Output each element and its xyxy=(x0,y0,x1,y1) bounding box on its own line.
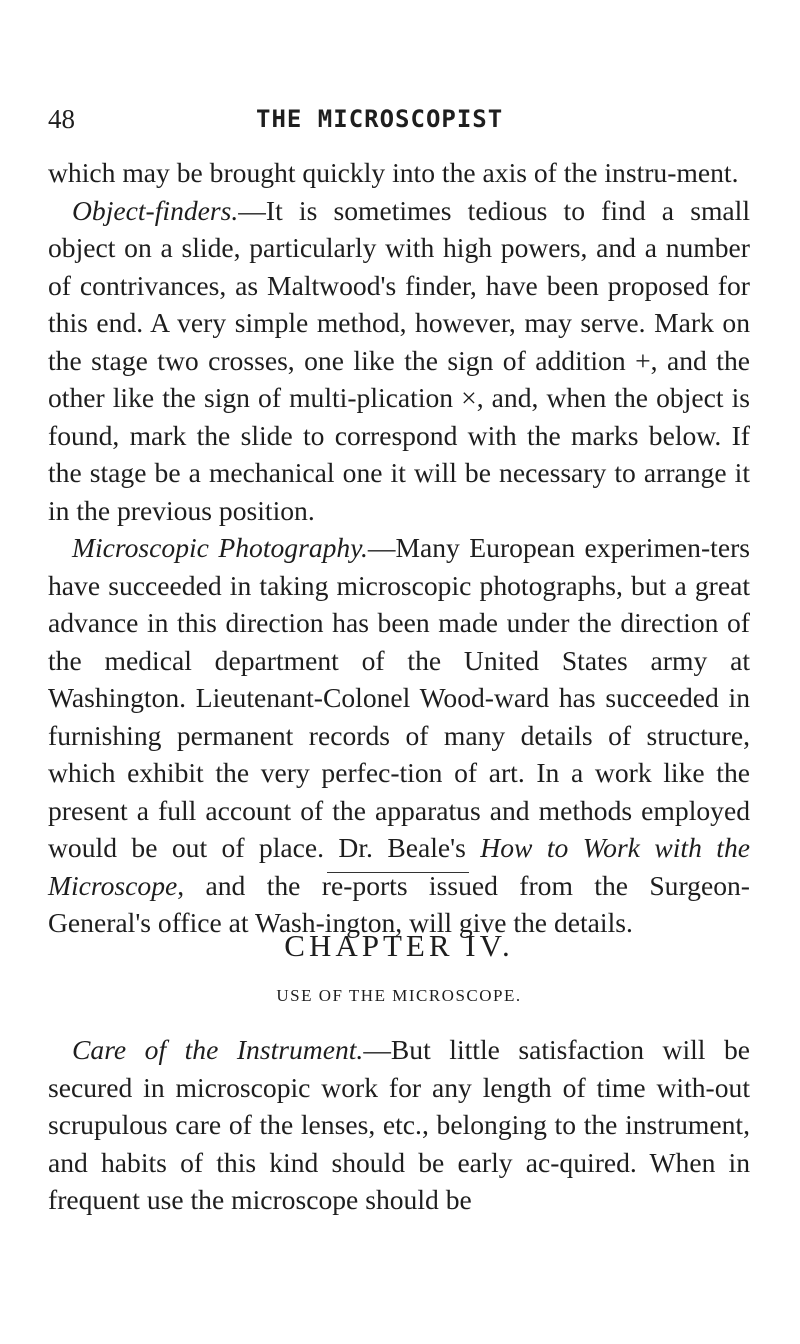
paragraph-text: —But little satisfaction will be secured in microscopic work for any length of time with-out scrupulous care of the lenses, etc., belonging to the instrument, and habits of this kind should be early ac-quired. When in frequent use the microscope should be xyxy=(48,1034,750,1215)
run-in-heading: Microscopic Photography. xyxy=(72,532,368,563)
paragraph-object-finders xyxy=(48,192,750,530)
paragraph-text: , and the re-ports issued from the Surgeon-General's office at Wash-ington, will give the details. xyxy=(48,869,750,938)
book-title: How to Work with the Microscope xyxy=(48,832,750,901)
paragraph-text: —It is sometimes tedious to find a small object on a slide, particularly with high powers, and a number of contrivances, as Maltwood's finder, have been proposed for this end. A very simple method, however, may serve. Mark on the stage two crosses, one like the sign of addition +, and the other like the sign of multi-plication ×, and, when the object is found, mark the slide to correspond with the marks below. If the stage be a mechanical one it will be necessary to arrange it in the previous position. xyxy=(48,194,750,526)
paragraph-text: which may be brought quickly into the axis of the instru-ment. xyxy=(48,157,739,188)
paragraph-text: —Many European experimen-ters have succeeded in taking microscopic photographs, but a great advance in this direction has been made under the direction of the medical department of the United States army at Washington. Lieutenant-Colonel Wood-ward has succeeded in furnishing permanent records of many details of structure, which exhibit the very perfec-tion of art. In a work like the present a full account of the apparatus and methods employed would be out of place. Dr. Beale's xyxy=(48,532,751,863)
running-head xyxy=(48,104,750,138)
running-title: THE MICROSCOPIST xyxy=(256,105,504,133)
paragraph-care-of-instrument xyxy=(48,1031,750,1219)
body-text-chapter xyxy=(48,1031,750,1219)
run-in-heading: Object-finders. xyxy=(72,194,239,226)
paragraph-microscopic-photography xyxy=(48,529,750,942)
section-divider xyxy=(327,872,469,873)
paragraph-continuation xyxy=(48,154,750,192)
chapter-subtitle: USE OF THE MICROSCOPE. xyxy=(276,986,522,1005)
book-page xyxy=(48,0,750,1344)
run-in-heading: Care of the Instrument. xyxy=(72,1034,364,1065)
body-text xyxy=(48,154,750,942)
chapter-title: CHAPTER IV. xyxy=(284,928,514,963)
page-number: 48 xyxy=(48,104,75,134)
